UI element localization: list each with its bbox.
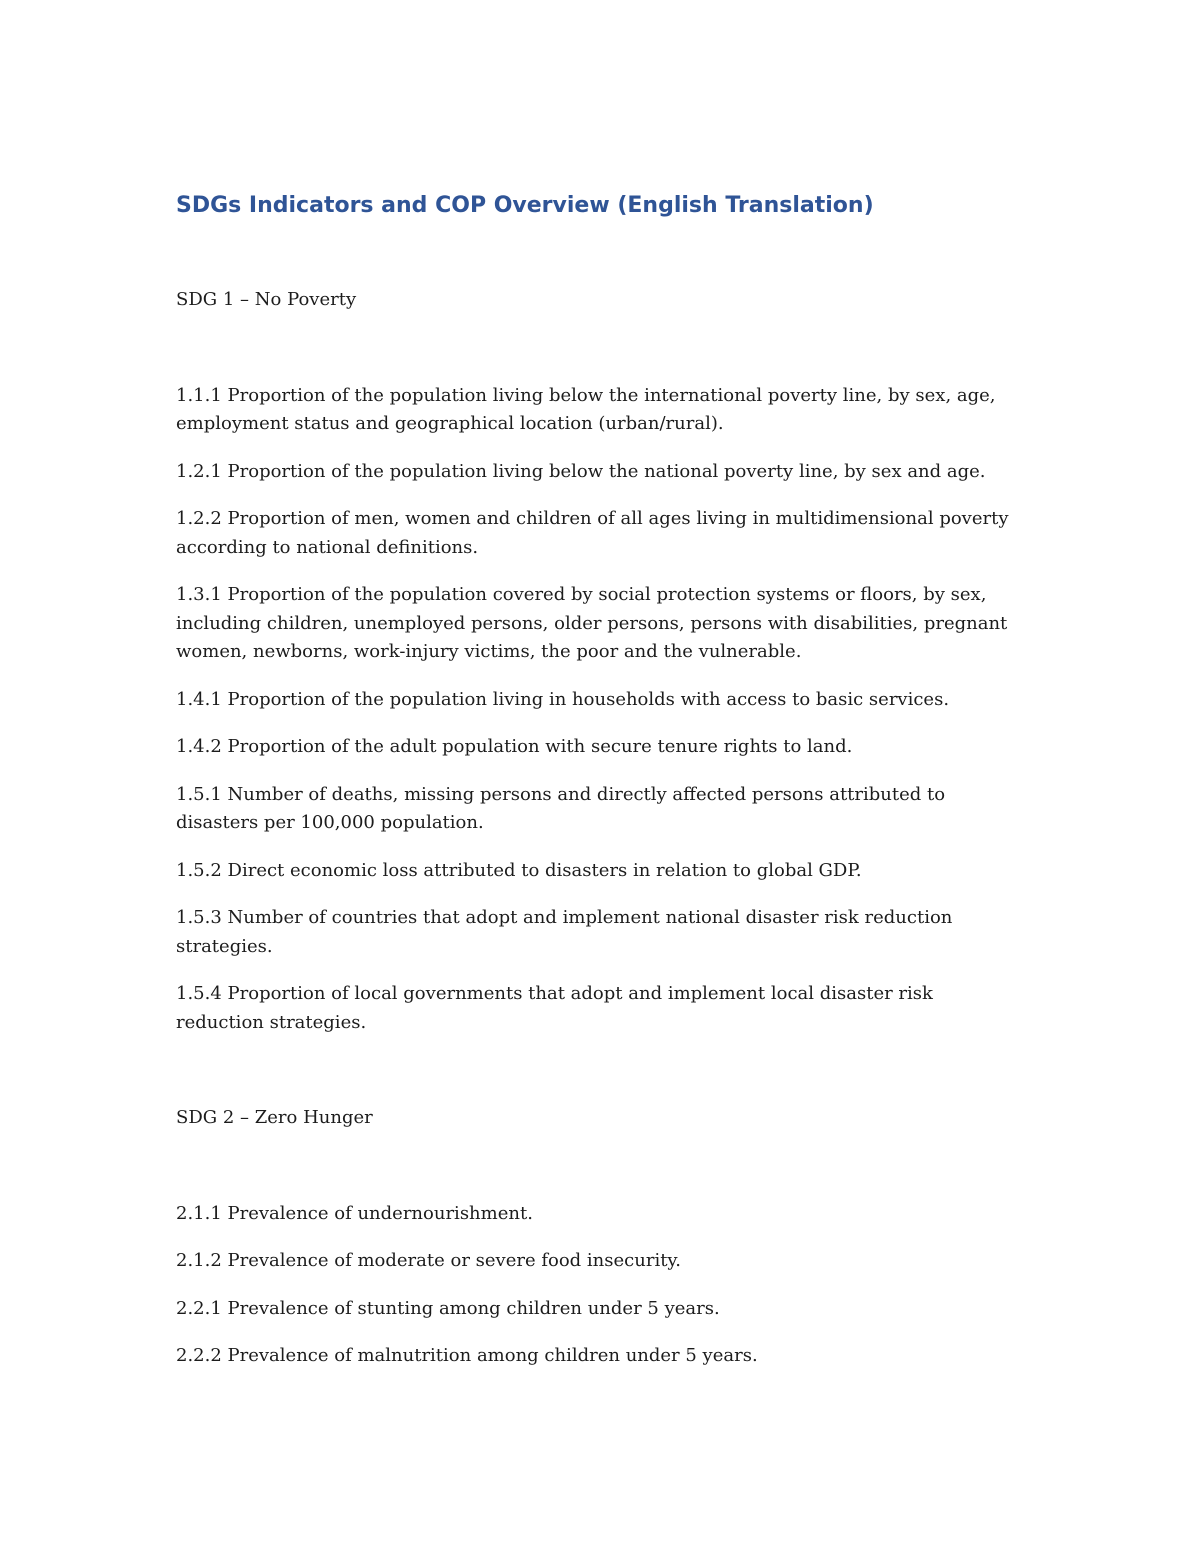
indicator-item: 2.1.1 Prevalence of undernourishment.: [176, 1202, 533, 1224]
indicator-item: 1.4.2 Proportion of the adult population with secure tenure rights to land.: [176, 736, 853, 757]
indicator-item: 1.3.1 Proportion of the population covered by social protection systems or floors, by sex, including children, unemployed persons, older persons, persons with disabilities, pregnant women, newborns, work-injury victims, the poor and the vulnerable.: [176, 584, 1008, 662]
document-title: SDGs Indicators and COP Overview (English Translation): [176, 193, 874, 218]
indicator-list: [176, 382, 1026, 1038]
document-body: [176, 190, 1026, 1390]
section-heading: SDG 1 – No Poverty: [176, 289, 357, 310]
indicator-item: 2.2.2 Prevalence of malnutrition among children under 5 years.: [176, 1345, 758, 1366]
indicator-item: 1.5.2 Direct economic loss attributed to disasters in relation to global GDP.: [176, 859, 862, 881]
indicator-item: 1.5.3 Number of countries that adopt and implement national disaster risk reduction strategies.: [176, 907, 953, 957]
indicator-item: 1.2.1 Proportion of the population living below the national poverty line, by sex and age.: [176, 460, 986, 482]
indicator-item: 2.1.2 Prevalence of moderate or severe food insecurity.: [176, 1250, 681, 1271]
indicator-item: 2.2.1 Prevalence of stunting among children under 5 years.: [176, 1297, 720, 1319]
indicator-item: 1.1.1 Proportion of the population living below the international poverty line, by sex, age, employment status and geographical location (urban/rural).: [176, 384, 996, 434]
indicator-list: [176, 1200, 1026, 1371]
section-heading: SDG 2 – Zero Hunger: [176, 1107, 373, 1128]
indicator-item: 1.4.1 Proportion of the population living in households with access to basic services.: [176, 688, 950, 710]
sdg-1-section: [176, 286, 1026, 1037]
indicator-item: 1.5.1 Number of deaths, missing persons and directly affected persons attributed to disasters per 100,000 population.: [176, 783, 946, 833]
sdg-2-section: [176, 1104, 1026, 1371]
indicator-item: 1.2.2 Proportion of men, women and children of all ages living in multidimensional poverty according to national definitions.: [176, 508, 1009, 558]
indicator-item: 1.5.4 Proportion of local governments that adopt and implement local disaster risk reduction strategies.: [176, 983, 933, 1033]
